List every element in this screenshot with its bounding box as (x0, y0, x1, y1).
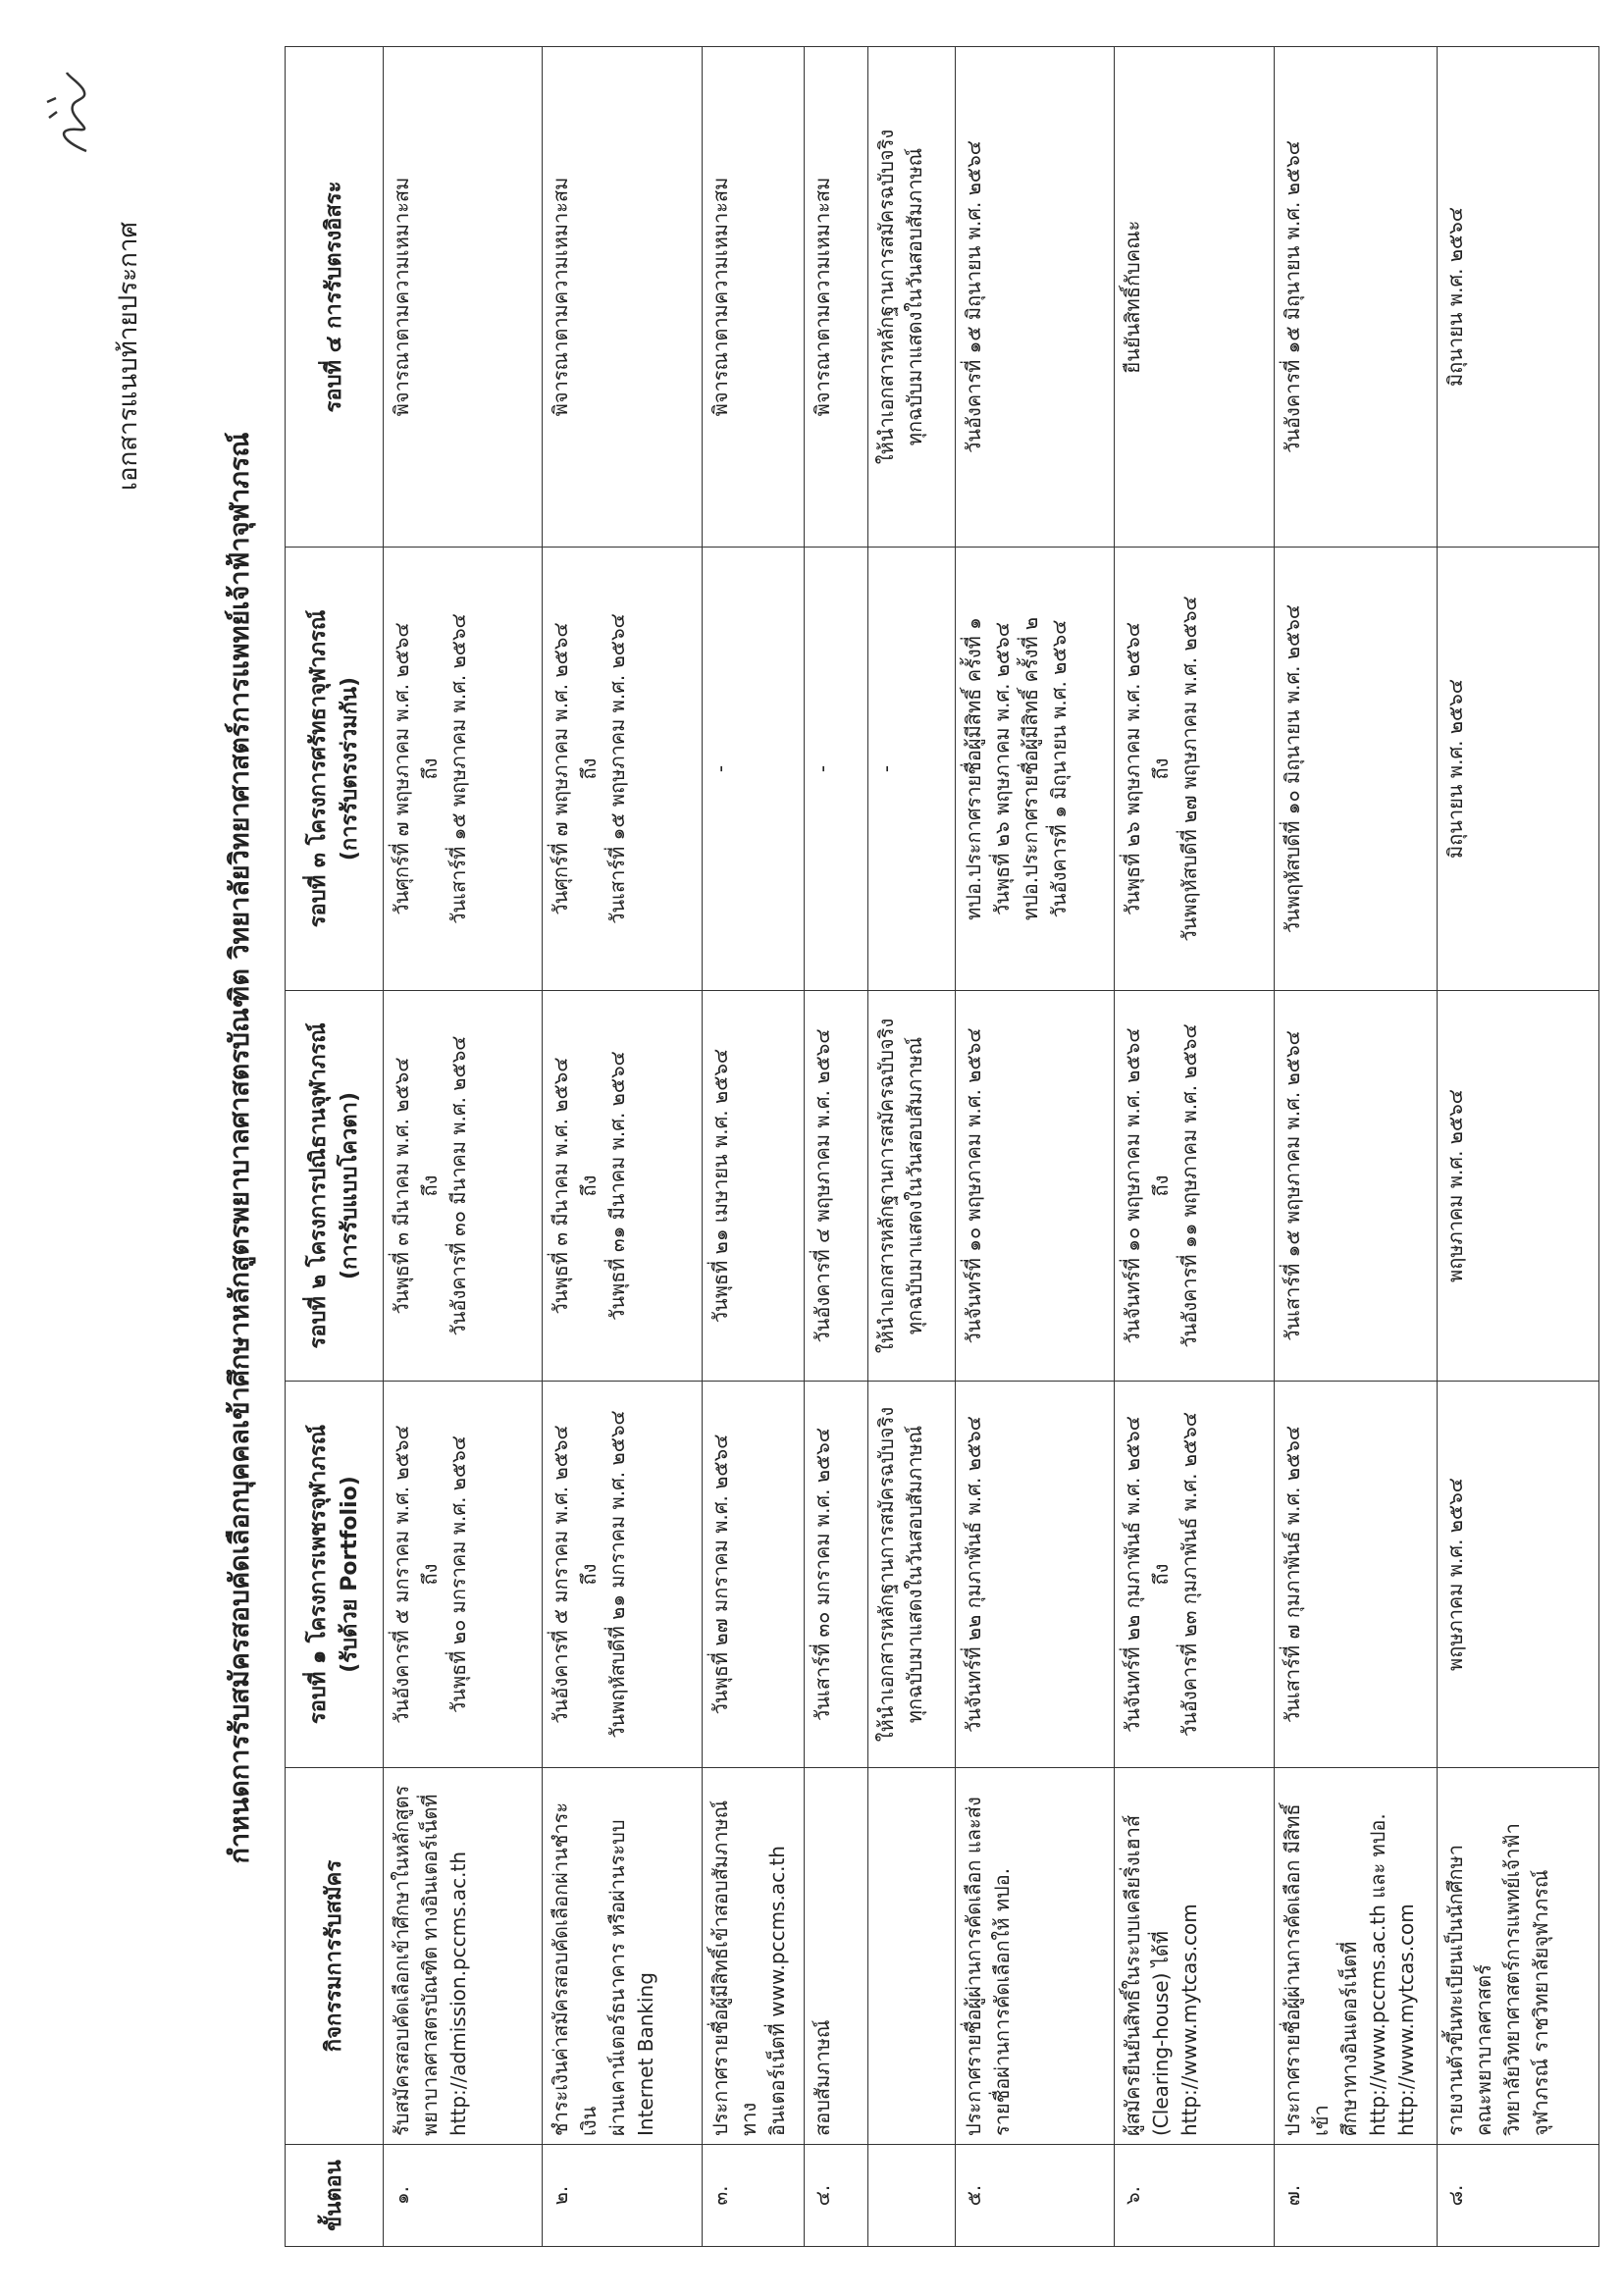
cell-line: วันพฤหัสบดีที่ ๒๑ มกราคม พ.ศ. ๒๕๖๔ (605, 1410, 630, 1739)
round-1-cell (804, 1382, 867, 1768)
cell-line: วันเสาร์ที่ ๗ กุมภาพันธ์ พ.ศ. ๒๕๖๔ (1280, 1425, 1304, 1724)
cell-line: วันอังคารที่ ๒๓ กุมภาพันธ์ พ.ศ. ๒๕๖๔ (1178, 1412, 1202, 1738)
step-number: ๓. (702, 2145, 804, 2247)
header-round-1 (286, 1382, 384, 1768)
cell-line: พิจารณาตามความเหมาะสม (707, 177, 732, 417)
cell-line: วันพุธที่ ๓ มีนาคม พ.ศ. ๒๕๖๔ (390, 1057, 413, 1315)
header-round-1-name: รอบที่ ๑ โครงการเพชรจุฬาภรณ์ (305, 1424, 331, 1725)
header-round-2 (286, 991, 384, 1382)
cell-line: ศึกษาทางอินเตอร์เน็ตที่ (1336, 1941, 1361, 2136)
cell-line: พิจารณาตามความเหมาะสม (810, 177, 834, 417)
cell-line: http://admission.pccms.ac.th (446, 1852, 470, 2136)
cell-line: Internet Banking (634, 1972, 658, 2136)
round-2-cell (804, 991, 867, 1382)
round-1-cell (543, 1382, 702, 1768)
cell-line: รับสมัครสอบคัดเลือกเข้าศึกษาในหลักสูตร (390, 1785, 413, 2136)
cell-line: วันอังคารที่ ๕ มกราคม พ.ศ. ๒๕๖๔ (549, 1425, 573, 1724)
cell-line: วันอังคารที่ ๑๕ มิถุนายน พ.ศ. ๒๕๖๔ (1280, 140, 1304, 453)
header-round-2-name: รอบที่ ๒ โครงการปณิธานจุฬาภรณ์ (305, 1022, 331, 1349)
cell-line: ถึง (418, 1563, 442, 1586)
round-1-cell (867, 1382, 955, 1768)
cell-line: วันอังคารที่ ๕ มกราคม พ.ศ. ๒๕๖๔ (390, 1425, 413, 1724)
header-round-3-sub: (การรับตรงร่วมกัน) (337, 676, 362, 861)
cell-line: ทุกฉบับมาแสดงในวันสอบสัมภาษณ์ (902, 1036, 926, 1335)
cell-line: วันพุธที่ ๓๑ มีนาคม พ.ศ. ๒๕๖๔ (605, 1051, 630, 1321)
cell-line: (Clearing-house) ได้ที่ (1149, 1931, 1174, 2136)
header-round-1-sub: (รับด้วย Portfolio) (337, 1476, 362, 1673)
round-3-cell (543, 548, 702, 991)
cell-line: สอบสัมภาษณ์ (810, 2019, 834, 2136)
step-number (867, 2145, 955, 2247)
round-4-cell (867, 47, 955, 548)
round-3-cell (804, 548, 867, 991)
cell-line: รายชื่อผ่านการคัดเลือกให้ ทปอ. (989, 1867, 1014, 2136)
cell-line: วันอังคารที่ ๑๑ พฤษภาคม พ.ศ. ๒๕๖๔ (1178, 1023, 1202, 1348)
cell-line: รายงานตัวขึ้นทะเบียนเป็นนักศึกษา (1443, 1845, 1468, 2136)
cell-line: http://www.pccms.ac.th และ ทปอ. (1365, 1813, 1389, 2136)
cell-line: วันพฤหัสบดีที่ ๒๗ พฤษภาคม พ.ศ. ๒๕๖๔ (1178, 596, 1202, 942)
header-step: ขั้นตอน (286, 2145, 384, 2247)
round-2-cell (384, 991, 543, 1382)
activity-cell (543, 1768, 702, 2145)
activity-cell (1438, 1768, 1599, 2145)
round-3-cell (1115, 548, 1274, 991)
step-number: ๒. (543, 2145, 702, 2247)
cell-line: ให้นำเอกสารหลักฐานการสมัครฉบับจริง (873, 1406, 898, 1743)
cell-line: วันศุกร์ที่ ๗ พฤษภาคม พ.ศ. ๒๕๖๔ (390, 622, 413, 915)
cell-line: วันเสาร์ที่ ๑๕ พฤษภาคม พ.ศ. ๒๕๖๔ (1280, 1030, 1304, 1341)
cell-line: ถึง (418, 757, 442, 780)
cell-line: วิทยาลัยวิทยาศาสตร์การแพทย์เจ้าฟ้า (1500, 1823, 1525, 2136)
cell-line: ถึง (577, 1563, 602, 1586)
cell-line: วันจันทร์ที่ ๒๒ กุมภาพันธ์ พ.ศ. ๒๕๖๔ (1121, 1416, 1145, 1733)
round-3-cell (867, 548, 955, 991)
cell-line: วันพฤหัสบดีที่ ๑๐ มิถุนายน พ.ศ. ๒๕๖๔ (1280, 603, 1304, 934)
cell-line: มิถุนายน พ.ศ. ๒๕๖๔ (1443, 678, 1468, 860)
cell-line: http://www.mytcas.com (1393, 1904, 1418, 2136)
table-row (804, 47, 867, 2247)
cell-line: ยืนยันสิทธิ์กับคณะ (1121, 220, 1145, 374)
table-row (1115, 47, 1274, 2247)
activity-cell (1115, 1768, 1274, 2145)
table-row (384, 47, 543, 2247)
cell-line: วันจันทร์ที่ ๑๐ พฤษภาคม พ.ศ. ๒๕๖๔ (961, 1027, 985, 1344)
cell-line: วันพุธที่ ๓ มีนาคม พ.ศ. ๒๕๖๔ (549, 1057, 573, 1315)
cell-line: ให้นำเอกสารหลักฐานการสมัครฉบับจริง (873, 1018, 898, 1354)
cell-line: วันเสาร์ที่ ๓๐ มกราคม พ.ศ. ๒๕๖๔ (810, 1428, 834, 1721)
cell-line: http://www.mytcas.com (1178, 1904, 1202, 2136)
cell-line: ถึง (1149, 1563, 1174, 1586)
round-4-cell (384, 47, 543, 548)
activity-cell (867, 1768, 955, 2145)
step-number: ๕. (955, 2145, 1114, 2247)
cell-line: ประกาศรายชื่อผู้ผ่านการคัดเลือก มีสิทธิ์เข้า (1280, 1803, 1333, 2136)
round-2-cell (955, 991, 1114, 1382)
cell-line: วันจันทร์ที่ ๑๐ พฤษภาคม พ.ศ. ๒๕๖๔ (1121, 1027, 1145, 1344)
round-3-cell (1438, 548, 1599, 991)
activity-cell (1274, 1768, 1438, 2145)
round-4-cell (804, 47, 867, 548)
cell-line: ให้นำเอกสารหลักฐานการสมัครฉบับจริง (873, 129, 898, 465)
document-title: กำหนดการรับสมัครสอบคัดเลือกบุคคลเข้าศึกษาหลักสูตรพยาบาลศาสตรบัณฑิต วิทยาลัยวิทยาศาสตร์การแพทย์เจ้าฟ้าจุฬาภรณ์ (225, 432, 255, 1864)
cell-line: วันพุธที่ ๒๐ มกราคม พ.ศ. ๒๕๖๔ (446, 1435, 470, 1713)
cell-line: ทปอ.ประกาศรายชื่อผู้มีสิทธิ์ ครั้งที่ ๑ (961, 617, 985, 920)
header-round-4-name: รอบที่ ๔ การรับตรงอิสระ (321, 181, 346, 413)
cell-line: วันพุธที่ ๒๖ พฤษภาคม พ.ศ. ๒๕๖๔ (1121, 622, 1145, 915)
cell-line: พิจารณาตามความเหมาะสม (390, 177, 413, 417)
cell-line: พฤษภาคม พ.ศ. ๒๕๖๔ (1443, 1478, 1468, 1671)
cell-line: วันพุธที่ ๒๖ พฤษภาคม พ.ศ. ๒๕๖๔ (989, 622, 1014, 915)
header-round-3-name: รอบที่ ๓ โครงการศรัทธาจุฬาภรณ์ (305, 609, 331, 928)
cell-line: พฤษภาคม พ.ศ. ๒๕๖๔ (1443, 1089, 1468, 1282)
round-4-cell (1438, 47, 1599, 548)
activity-cell (384, 1768, 543, 2145)
round-4-cell (1274, 47, 1438, 548)
round-2-cell (1438, 991, 1599, 1382)
round-2-cell (1115, 991, 1274, 1382)
cell-line: วันพุธที่ ๒๑ เมษายน พ.ศ. ๒๕๖๔ (707, 1048, 732, 1324)
cell-line: - (873, 764, 898, 773)
step-number: ๘. (1438, 2145, 1599, 2247)
table-row (1438, 47, 1599, 2247)
cell-line: ชำระเงินค่าสมัครสอบคัดเลือกผ่านชำระเงิน (549, 1801, 602, 2136)
cell-line: ประกาศรายชื่อผู้ผ่านการคัดเลือก และส่ง (961, 1797, 985, 2136)
step-number: ๖. (1115, 2145, 1274, 2247)
cell-line: วันเสาร์ที่ ๑๕ พฤษภาคม พ.ศ. ๒๕๖๔ (446, 613, 470, 924)
round-3-cell (955, 548, 1114, 991)
header-row (286, 47, 384, 2247)
round-2-cell (1274, 991, 1438, 1382)
round-4-cell (1115, 47, 1274, 548)
round-3-cell (1274, 548, 1438, 991)
cell-line: ผู้สมัครยืนยันสิทธิ์ในระบบเคลียริ่งเฮาส์ (1121, 1814, 1145, 2136)
round-1-cell (1438, 1382, 1599, 1768)
cell-line: วันอังคารที่ ๔ พฤษภาคม พ.ศ. ๒๕๖๔ (810, 1028, 834, 1343)
cell-line: อินเตอร์เน็ตที่ www.pccms.ac.th (764, 1846, 789, 2136)
cell-line: พยาบาลศาสตรบัณฑิต ทางอินเตอร์เน็ตที่ (418, 1794, 442, 2136)
step-number: ๔. (804, 2145, 867, 2247)
round-1-cell (702, 1382, 804, 1768)
table-row (955, 47, 1114, 2247)
activity-cell (702, 1768, 804, 2145)
header-round-4 (286, 47, 384, 548)
header-round-3 (286, 548, 384, 991)
cell-line: - (707, 764, 732, 773)
step-number: ๑. (384, 2145, 543, 2247)
attachment-label: เอกสารแนบท้ายประกาศ (114, 222, 143, 491)
activity-cell (804, 1768, 867, 2145)
cell-line: ผ่านเคาน์เตอร์ธนาคาร หรือผ่านระบบ (605, 1819, 630, 2136)
round-3-cell (702, 548, 804, 991)
round-1-cell (1115, 1382, 1274, 1768)
schedule-table (285, 46, 1599, 2247)
handwritten-signature (39, 69, 108, 157)
step-number: ๗. (1274, 2145, 1438, 2247)
cell-line: วันเสาร์ที่ ๑๕ พฤษภาคม พ.ศ. ๒๕๖๔ (605, 613, 630, 924)
round-4-cell (543, 47, 702, 548)
cell-line: ทปอ.ประกาศรายชื่อผู้มีสิทธิ์ ครั้งที่ ๒ (1018, 616, 1042, 921)
cell-line: คณะพยาบาลศาสตร์ (1472, 1964, 1496, 2136)
round-3-cell (384, 548, 543, 991)
table-row (702, 47, 804, 2247)
cell-line: ทุกฉบับมาแสดงในวันสอบสัมภาษณ์ (902, 147, 926, 446)
schedule-body (384, 47, 1599, 2247)
cell-line: ถึง (1149, 1174, 1174, 1197)
round-1-cell (1274, 1382, 1438, 1768)
cell-line: วันอังคารที่ ๓๐ มีนาคม พ.ศ. ๒๕๖๔ (446, 1035, 470, 1336)
cell-line: มิถุนายน พ.ศ. ๒๕๖๔ (1443, 206, 1468, 388)
cell-line: วันอังคารที่ ๑ มิถุนายน พ.ศ. ๒๕๖๔ (1046, 619, 1071, 918)
round-1-cell (955, 1382, 1114, 1768)
activity-cell (955, 1768, 1114, 2145)
cell-line: ถึง (418, 1174, 442, 1197)
cell-line: ถึง (577, 757, 602, 780)
cell-line: จุฬาภรณ์ ราชวิทยาลัยจุฬาภรณ์ (1529, 1869, 1553, 2136)
table-row (1274, 47, 1438, 2247)
round-4-cell (702, 47, 804, 548)
cell-line: ประกาศรายชื่อผู้มีสิทธิ์เข้าสอบสัมภาษณ์ ทาง (707, 1800, 760, 2136)
cell-line: วันอังคารที่ ๑๕ มิถุนายน พ.ศ. ๒๕๖๔ (961, 140, 985, 453)
table-row (543, 47, 702, 2247)
header-round-2-sub: (การรับแบบโควตา) (337, 1091, 362, 1280)
round-4-cell (955, 47, 1114, 548)
header-activity: กิจกรรมการรับสมัคร (286, 1768, 384, 2145)
cell-line: - (810, 764, 834, 773)
cell-line: วันจันทร์ที่ ๒๒ กุมภาพันธ์ พ.ศ. ๒๕๖๔ (961, 1416, 985, 1733)
cell-line: ทุกฉบับมาแสดงในวันสอบสัมภาษณ์ (902, 1425, 926, 1724)
round-1-cell (384, 1382, 543, 1768)
round-2-cell (702, 991, 804, 1382)
cell-line: ถึง (1149, 757, 1174, 780)
cell-line: ถึง (577, 1174, 602, 1197)
cell-line: วันศุกร์ที่ ๗ พฤษภาคม พ.ศ. ๒๕๖๔ (549, 622, 573, 915)
cell-line: วันพุธที่ ๒๗ มกราคม พ.ศ. ๒๕๖๔ (707, 1434, 732, 1715)
table-row (867, 47, 955, 2247)
round-2-cell (867, 991, 955, 1382)
cell-line: พิจารณาตามความเหมาะสม (549, 177, 573, 417)
round-2-cell (543, 991, 702, 1382)
